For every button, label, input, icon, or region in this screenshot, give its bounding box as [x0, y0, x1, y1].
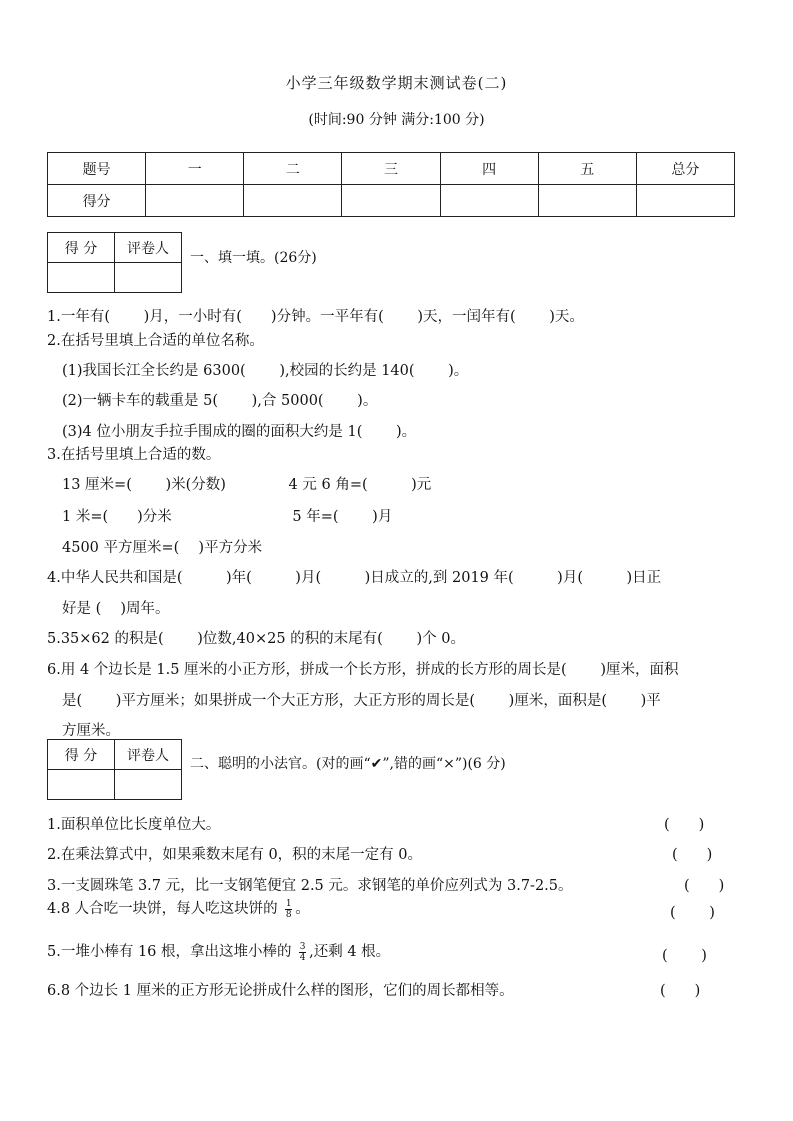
score-cell[interactable] — [440, 185, 538, 217]
question-line: 4500 平方厘米=( )平方分米 — [62, 540, 263, 556]
judgment-item-tail: ,还剩 4 根。 — [309, 944, 391, 960]
grader-reviewer-cell[interactable] — [115, 770, 182, 800]
fraction-denominator: 8 — [285, 909, 292, 920]
judgment-item-text — [47, 897, 310, 920]
fraction-numerator: 1 — [285, 898, 292, 909]
score-column-header: 一 — [146, 153, 244, 185]
answer-parentheses[interactable]: ( ) — [670, 905, 715, 921]
grader-score-label: 得 分 — [48, 233, 115, 263]
score-cell[interactable] — [636, 185, 734, 217]
answer-parentheses[interactable]: ( ) — [684, 878, 725, 894]
exam-title: 小学三年级数学期末测试卷(二) — [285, 74, 508, 92]
score-row-label-number: 题号 — [48, 153, 146, 185]
grader-score-cell[interactable] — [48, 770, 115, 800]
score-cell[interactable] — [146, 185, 244, 217]
grader-box-section-2 — [47, 739, 182, 800]
score-row-label-score: 得分 — [48, 185, 146, 217]
judgment-item-text: 1.面积单位比长度单位大。 — [47, 817, 221, 833]
score-column-header: 三 — [342, 153, 440, 185]
question-line: (3)4 位小朋友手拉手围成的圈的面积大约是 1( )。 — [62, 424, 417, 440]
judgment-item-text: 6.8 个边长 1 厘米的正方形无论拼成什么样的图形，它们的周长都相等。 — [47, 983, 514, 999]
score-cell[interactable] — [244, 185, 342, 217]
section-1-heading: 一、填一填。(26分) — [190, 250, 317, 266]
judgment-item-text — [47, 940, 390, 963]
fraction-denominator: 4 — [299, 952, 306, 963]
exam-subtitle: (时间:90 分钟 满分:100 分) — [308, 112, 485, 128]
score-column-header: 总分 — [636, 153, 734, 185]
answer-parentheses[interactable]: ( ) — [664, 817, 705, 833]
grader-score-cell[interactable] — [48, 263, 115, 293]
section-2-heading: 二、聪明的小法官。(对的画“✔”,错的画“×”)(6 分) — [190, 756, 506, 772]
question-line: 13 厘米=( )米(分数) 4 元 6 角=( )元 — [62, 477, 432, 493]
score-column-header: 五 — [538, 153, 636, 185]
table-row — [48, 185, 735, 217]
grader-reviewer-cell[interactable] — [115, 263, 182, 293]
grader-box-section-1 — [47, 232, 182, 293]
score-column-header: 二 — [244, 153, 342, 185]
grader-reviewer-label: 评卷人 — [115, 740, 182, 770]
answer-parentheses[interactable]: ( ) — [660, 983, 701, 999]
question-line: 好是 ( )周年。 — [62, 601, 170, 617]
question-line: (1)我国长江全长约是 6300( ),校园的长约是 140( )。 — [62, 363, 469, 379]
grader-reviewer-label: 评卷人 — [115, 233, 182, 263]
judgment-item-text: 2.在乘法算式中，如果乘数末尾有 0，积的末尾一定有 0。 — [47, 847, 423, 863]
question-line: (2)一辆卡车的载重是 5( ),合 5000( )。 — [62, 393, 378, 409]
question-line: 4.中华人民共和国是( )年( )月( )日成立的,到 2019 年( )月( )日正 — [47, 570, 662, 586]
grader-score-label: 得 分 — [48, 740, 115, 770]
judgment-item-text-part: 5.一堆小棒有 16 根，拿出这堆小棒的 — [47, 944, 292, 960]
question-line: 1.一年有( )月，一小时有( )分钟。一平年有( )天，一闰年有( )天。 — [47, 309, 584, 325]
fraction-numerator: 3 — [299, 941, 306, 952]
score-cell[interactable] — [538, 185, 636, 217]
question-line: 3.在括号里填上合适的数。 — [47, 447, 221, 463]
fraction — [285, 899, 292, 920]
question-line: 1 米=( )分米 5 年=( )月 — [62, 509, 393, 525]
answer-parentheses[interactable]: ( ) — [662, 948, 707, 964]
question-line: 方厘米。 — [62, 723, 120, 739]
fraction — [299, 942, 306, 963]
score-table — [47, 152, 735, 217]
question-line: 是( )平方厘米；如果拼成一个大正方形，大正方形的周长是( )厘米，面积是( )平 — [62, 693, 661, 709]
question-line: 5.35×62 的积是( )位数,40×25 的积的末尾有( )个 0。 — [47, 631, 465, 647]
score-cell[interactable] — [342, 185, 440, 217]
judgment-item-tail: 。 — [295, 901, 310, 917]
judgment-item-text-part: 4.8 人合吃一块饼，每人吃这块饼的 — [47, 901, 278, 917]
table-row — [48, 153, 735, 185]
judgment-item-text: 3.一支圆珠笔 3.7 元，比一支钢笔便宜 2.5 元。求钢笔的单价应列式为 3.7-2.5。 — [47, 878, 573, 894]
score-column-header: 四 — [440, 153, 538, 185]
question-line: 6.用 4 个边长是 1.5 厘米的小正方形，拼成一个长方形，拼成的长方形的周长是( )厘米，面积 — [47, 662, 679, 678]
question-line: 2.在括号里填上合适的单位名称。 — [47, 333, 264, 349]
answer-parentheses[interactable]: ( ) — [672, 847, 713, 863]
